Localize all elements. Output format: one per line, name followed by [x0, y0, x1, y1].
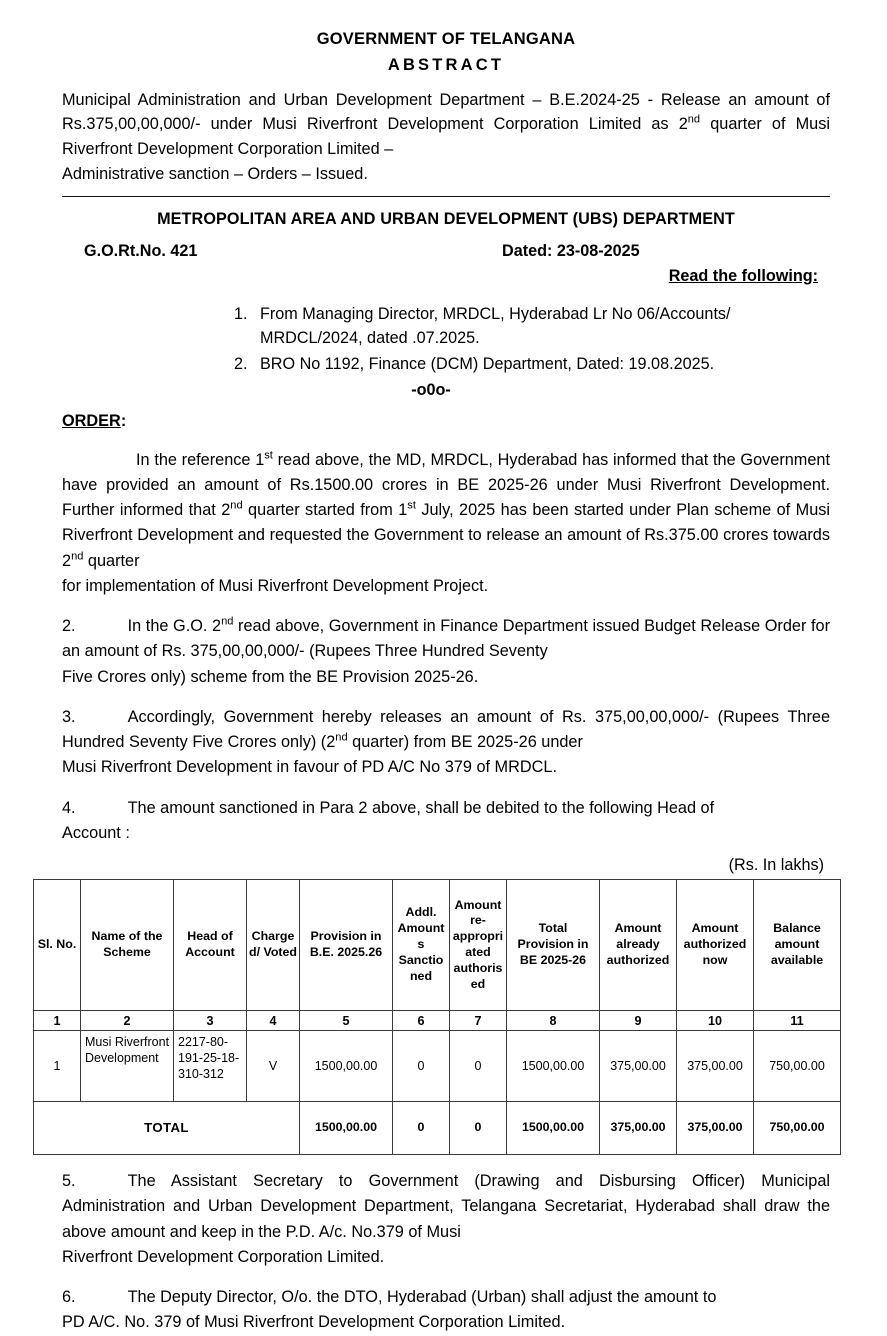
table-column-number-row — [34, 1011, 841, 1031]
abstract-line-3-post: quarter of Musi Riverfront Development Corporation Limited – — [62, 115, 830, 159]
p1-sup-2: nd — [230, 499, 243, 512]
p2-sup: nd — [221, 615, 234, 628]
paragraph-4 — [62, 796, 830, 847]
reference-text-line1: BRO No 1192, Finance (DCM) Department, Dated: 19.08.2025. — [260, 355, 715, 374]
table-units-note: (Rs. In lakhs) — [728, 856, 824, 875]
p5-number: 5. — [62, 1172, 76, 1191]
colnum-1: 1 — [34, 1011, 81, 1031]
read-the-following-text: Read the following: — [668, 266, 818, 285]
p2-text-a: In the G.O. 2 — [127, 617, 222, 636]
read-the-following-label — [62, 267, 830, 286]
cell-already-authorized: 375,00.00 — [600, 1031, 677, 1102]
head-of-account-table — [33, 879, 841, 1155]
abstract-quarter-suffix: nd — [687, 114, 701, 127]
section-separator: -o0o- — [411, 380, 451, 399]
p4-text-a: The amount sanctioned in Para 2 above, shall be debited to the following Head of — [127, 798, 715, 817]
col-header-already-authorized: Amount already authorized — [600, 880, 677, 1011]
cell-total-balance-available: 750,00.00 — [754, 1102, 841, 1155]
table-header-row — [34, 880, 841, 1011]
cell-charged-voted: V — [247, 1031, 300, 1102]
cell-total-reappropriated: 0 — [450, 1102, 507, 1155]
cell-reappropriated: 0 — [450, 1031, 507, 1102]
cell-total-provision-be: 1500,00.00 — [300, 1102, 393, 1155]
col-header-addl-sanctioned: Addl. Amounts Sanctioned — [393, 880, 450, 1011]
p1-text-d: July, 2025 has been started under Plan scheme of Musi Riverfront Development and requested the Government to release an amount of Rs.375.00 crores towards 2 — [62, 501, 831, 570]
p1-text-e: quarter — [83, 551, 140, 570]
col-header-total-provision: Total Provision in BE 2025-26 — [507, 880, 600, 1011]
col-header-reappropriated: Amount re-appropriated authorised — [450, 880, 507, 1011]
cell-total-addl-sanctioned: 0 — [393, 1102, 450, 1155]
colnum-3: 3 — [174, 1011, 247, 1031]
go-number: G.O.Rt.No. 421 — [84, 241, 198, 260]
abstract-quarter-number: 2 — [678, 115, 688, 134]
cell-balance-available: 750,00.00 — [754, 1031, 841, 1102]
cell-provision-be: 1500,00.00 — [300, 1031, 393, 1102]
department-title: METROPOLITAN AREA AND URBAN DEVELOPMENT (UBS) DEPARTMENT — [157, 209, 735, 228]
cell-total-authorized-now: 375,00.00 — [677, 1102, 754, 1155]
abstract-subject — [62, 88, 830, 187]
p1-sup-1: st — [264, 449, 273, 462]
p6-number: 6. — [62, 1288, 76, 1307]
cell-head-of-account: 2217-80-191-25-18-310-312 — [174, 1031, 247, 1102]
abstract-line-3-pre: Limited as — [588, 115, 679, 134]
col-header-charged-voted: Charged/ Voted — [247, 880, 300, 1011]
p4-last-line: Account : — [62, 823, 130, 842]
cell-total-total-provision: 1500,00.00 — [507, 1102, 600, 1155]
government-title: GOVERNMENT OF TELANGANA — [316, 30, 576, 48]
header-divider — [62, 196, 830, 197]
p4-number: 4. — [62, 798, 76, 817]
paragraph-2 — [62, 614, 830, 690]
go-row — [62, 242, 830, 264]
p3-number: 3. — [62, 707, 76, 726]
col-header-sl-no: Sl. No. — [34, 880, 81, 1011]
colnum-5: 5 — [300, 1011, 393, 1031]
reference-text-line1: From Managing Director, MRDCL, Hyderabad Lr No 06/Accounts/ — [260, 304, 731, 323]
p1-sup-3: st — [407, 499, 416, 512]
colnum-8: 8 — [507, 1011, 600, 1031]
colnum-6: 6 — [393, 1011, 450, 1031]
list-item — [62, 302, 830, 351]
abstract-title: ABSTRACT — [387, 55, 505, 74]
cell-scheme: Musi Riverfront Development — [81, 1031, 174, 1102]
p1-last-line: for implementation of Musi Riverfront Development Project. — [62, 576, 489, 595]
p5-text-a: The Assistant Secretary to Government (Drawing and Disbursing Officer) Municipal Administration and Urban Development Department, Telangana Secretariat, Hyderabad shall draw the above amount and keep in the P.D. A/c. No.379 of Musi — [62, 1172, 830, 1241]
p1-sup-4: nd — [71, 550, 84, 563]
p1-text-c: quarter started from 1 — [242, 501, 408, 520]
table-header — [34, 880, 841, 1011]
p3-text-a: Accordingly, Government hereby releases an amount of Rs. 375,00,00,000/- (Rupees Three Hundred Seventy Five Crores only) (2 — [62, 707, 830, 752]
order-heading-colon: : — [120, 411, 127, 430]
paragraph-6 — [62, 1285, 830, 1336]
cell-total-already-authorized: 375,00.00 — [600, 1102, 677, 1155]
cell-total-label: TOTAL — [34, 1102, 300, 1155]
table-body — [34, 1011, 841, 1155]
order-heading-text: ORDER — [62, 411, 121, 430]
col-header-head-of-account: Head of Account — [174, 880, 247, 1011]
paragraph-1 — [62, 448, 830, 600]
p1-text-a: In the reference 1 — [136, 450, 265, 469]
reference-number: 2. — [234, 355, 248, 374]
p2-last-line: Five Crores only) scheme from the BE Provision 2025-26. — [62, 667, 479, 686]
p5-last-line: Riverfront Development Corporation Limited. — [62, 1247, 385, 1266]
cell-sl-no: 1 — [34, 1031, 81, 1102]
colnum-11: 11 — [754, 1011, 841, 1031]
document-body — [37, 28, 831, 1336]
cell-total-provision: 1500,00.00 — [507, 1031, 600, 1102]
p3-text-b: quarter) from BE 2025-26 under — [347, 733, 583, 752]
paragraph-5 — [62, 1169, 830, 1270]
p2-text-b: read above, Government in Finance Department issued Budget Release Order for an amount of Rs. 375,00,00,000/- (Rupees Three Hundred Seventy — [62, 617, 830, 661]
col-header-provision-be: Provision in B.E. 2025.26 — [300, 880, 393, 1011]
colnum-7: 7 — [450, 1011, 507, 1031]
go-date: Dated: 23-08-2025 — [502, 241, 640, 260]
colnum-4: 4 — [247, 1011, 300, 1031]
p3-sup: nd — [335, 731, 348, 744]
p3-last-line: Musi Riverfront Development in favour of PD A/C No 379 of MRDCL. — [62, 758, 557, 777]
p1-text-b: read above, the MD, MRDCL, Hyderabad has informed that the Government have provided an amount of Rs.1500.00 crores in BE 2025-26 under Musi Riverfront Development. Further informed that 2 — [62, 450, 830, 520]
p6-last-line: PD A/C. No. 379 of Musi Riverfront Development Corporation Limited. — [62, 1313, 566, 1332]
abstract-line-2: an amount of Rs.375,00,00,000/- under Musi Riverfront Development Corporation — [62, 90, 830, 134]
col-header-balance-available: Balance amount available — [754, 880, 841, 1011]
order-heading — [62, 412, 830, 431]
reference-list — [62, 302, 830, 377]
cell-addl-sanctioned: 0 — [393, 1031, 450, 1102]
abstract-line-4: Administrative sanction – Orders – Issued. — [62, 164, 368, 183]
reference-text-line2: MRDCL/2024, dated .07.2025. — [260, 329, 480, 348]
paragraph-3 — [62, 705, 830, 781]
reference-number: 1. — [234, 304, 248, 323]
colnum-10: 10 — [677, 1011, 754, 1031]
table-row — [34, 1031, 841, 1102]
colnum-2: 2 — [81, 1011, 174, 1031]
cell-authorized-now: 375,00.00 — [677, 1031, 754, 1102]
col-header-scheme: Name of the Scheme — [81, 880, 174, 1011]
list-item — [62, 352, 830, 376]
p6-text-a: The Deputy Director, O/o. the DTO, Hyderabad (Urban) shall adjust the amount to — [127, 1288, 717, 1307]
table-total-row — [34, 1102, 841, 1155]
p2-number: 2. — [62, 617, 76, 636]
colnum-9: 9 — [600, 1011, 677, 1031]
col-header-authorized-now: Amount authorized now — [677, 880, 754, 1011]
abstract-line-1: Municipal Administration and Urban Development Department – B.E.2024-25 - Release — [62, 90, 721, 109]
